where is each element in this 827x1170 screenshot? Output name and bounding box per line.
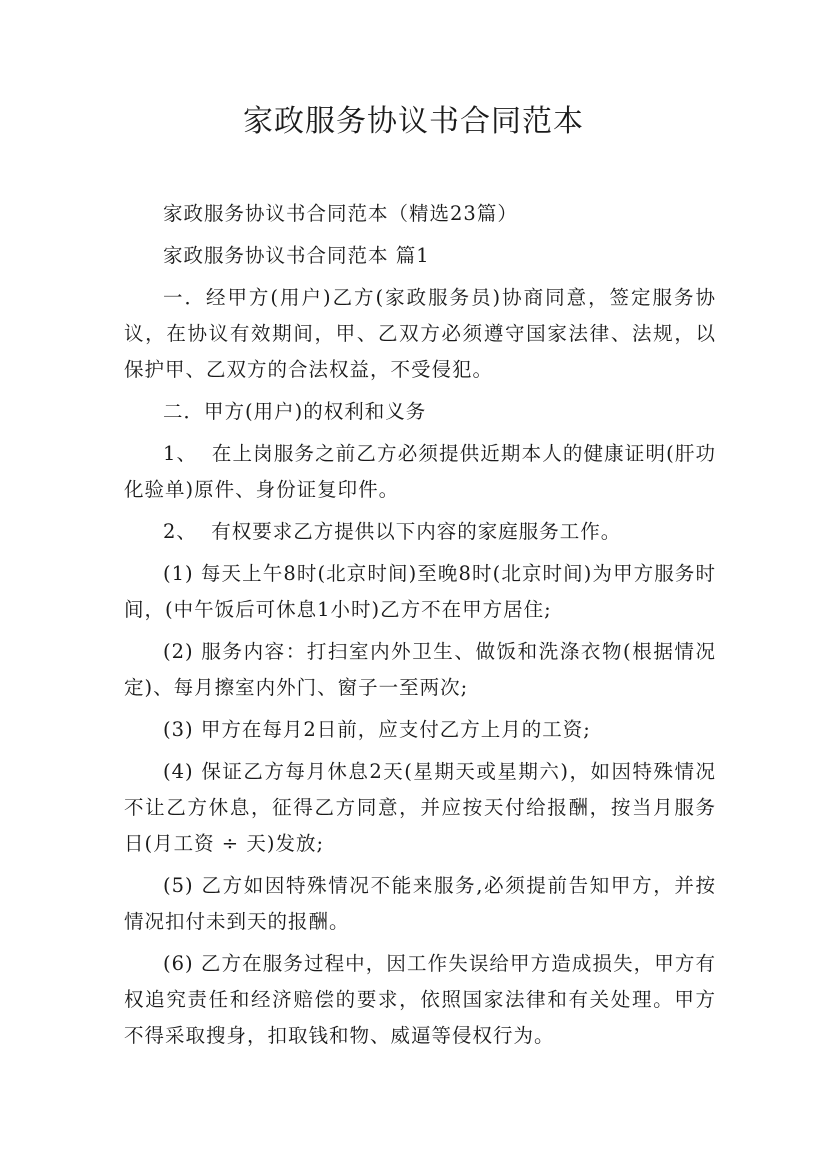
paragraph-clause-2-heading: 二．甲方(用户)的权利和义务 bbox=[163, 400, 427, 423]
document-title: 家政服务协议书合同范本 bbox=[243, 104, 584, 139]
paragraph-section-heading: 家政服务协议书合同范本 篇1 bbox=[163, 244, 430, 267]
paragraph-subitem-2: (2) 服务内容：打扫室内外卫生、做饭和洗涤衣物(根据情况定)、每月擦室内外门、窗子一至两次; bbox=[124, 640, 716, 699]
paragraph-item-1: 1、 在上岗服务之前乙方必须提供近期本人的健康证明(肝功化验单)原件、身份证复印件。 bbox=[124, 442, 716, 501]
paragraph-subtitle: 家政服务协议书合同范本（精选23篇） bbox=[163, 202, 518, 225]
paragraph-subitem-1: (1) 每天上午8时(北京时间)至晚8时(北京时间)为甲方服务时间，(中午饭后可休息1小时)乙方不在甲方居住; bbox=[124, 562, 716, 621]
document-body bbox=[124, 196, 716, 1060]
paragraph-item-2: 2、 有权要求乙方提供以下内容的家庭服务工作。 bbox=[163, 520, 622, 543]
paragraph-subitem-4: (4) 保证乙方每月休息2天(星期天或星期六)，如因特殊情况不让乙方休息，征得乙方同意，并应按天付给报酬，按当月服务日(月工资 ÷ 天)发放; bbox=[124, 760, 716, 855]
paragraph-subitem-3: (3) 甲方在每月2日前，应支付乙方上月的工资; bbox=[163, 718, 591, 741]
paragraph-clause-1: 一．经甲方(用户)乙方(家政服务员)协商同意，签定服务协议，在协议有效期间，甲、乙双方必须遵守国家法律、法规，以保护甲、乙双方的合法权益，不受侵犯。 bbox=[124, 286, 716, 381]
paragraph-subitem-5: (5) 乙方如因特殊情况不能来服务,必须提前告知甲方，并按情况扣付未到天的报酬。 bbox=[124, 874, 716, 933]
paragraph-subitem-6: (6) 乙方在服务过程中，因工作失误给甲方造成损失，甲方有权追究责任和经济赔偿的要求，依照国家法律和有关处理。甲方不得采取搜身，扣取钱和物、威逼等侵权行为。 bbox=[124, 952, 716, 1047]
